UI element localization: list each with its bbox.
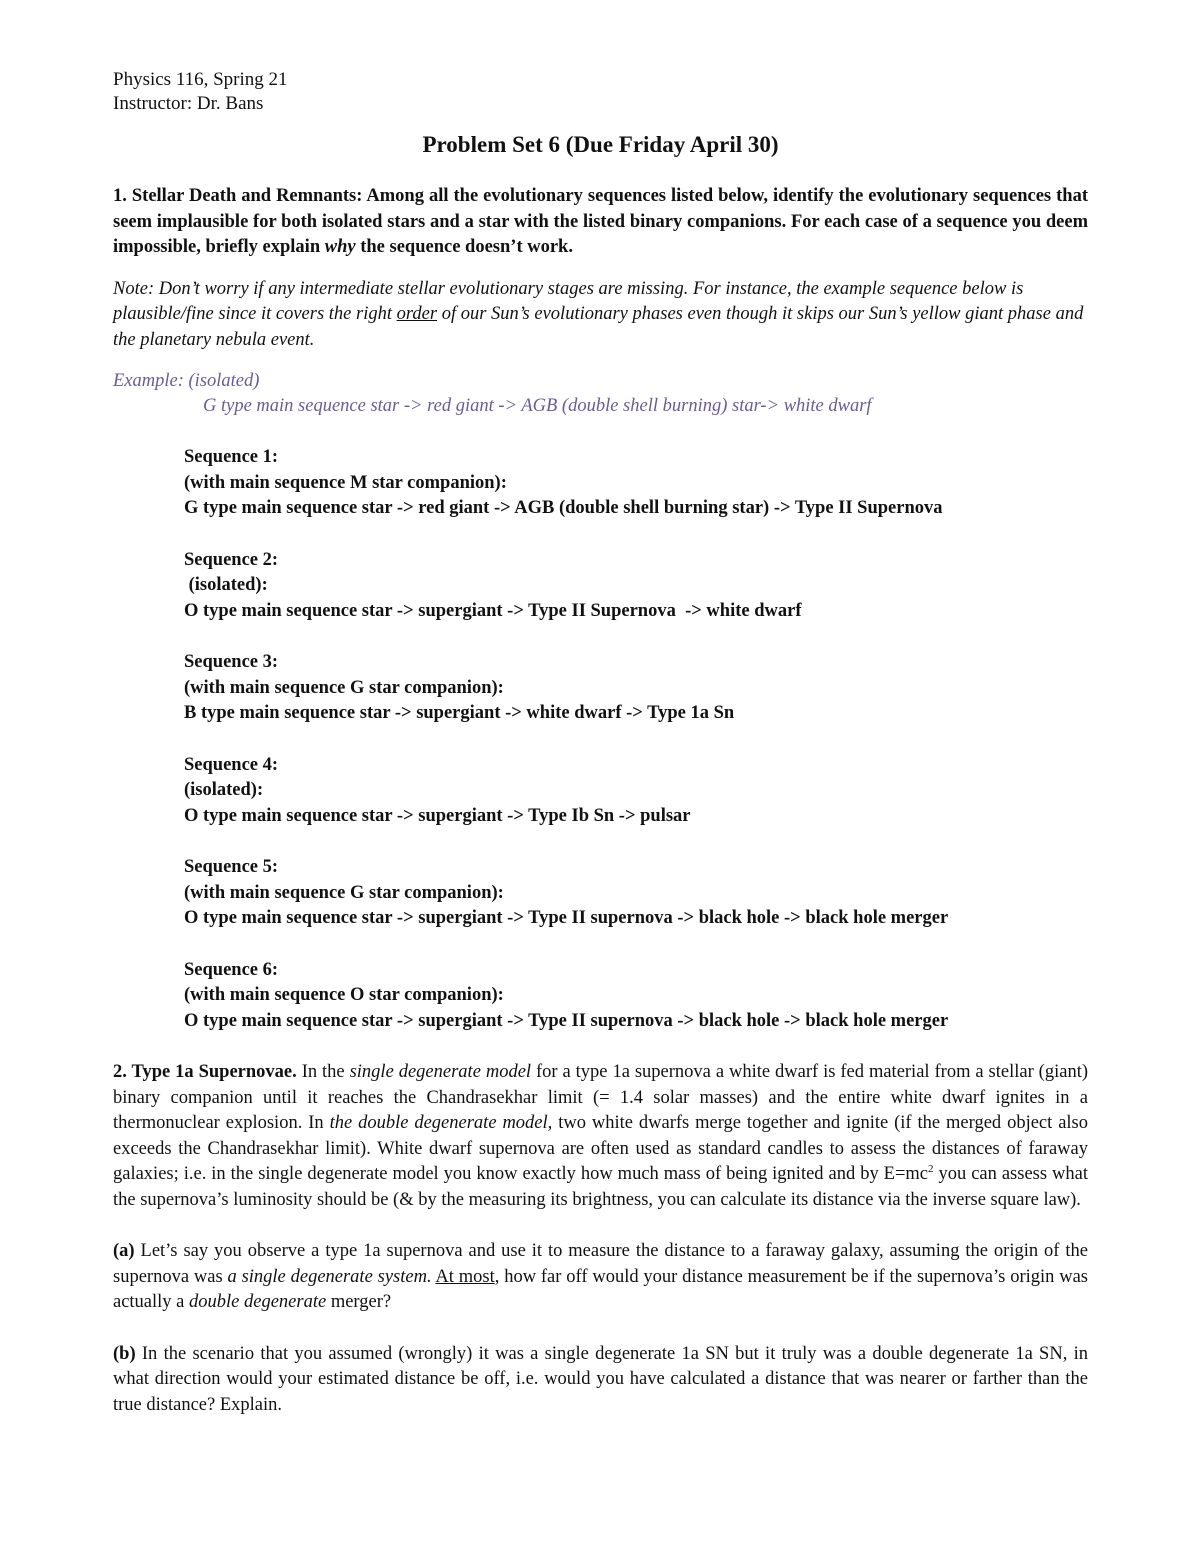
q2-text: In the [296,1062,350,1082]
sequence-1 [184,445,1088,522]
sequence-companion: (isolated): [184,780,264,800]
sequence-path: O type main sequence star -> supergiant -> Type Ib Sn -> pulsar [184,805,691,826]
note-order: order [396,304,438,324]
sequence-companion: (with main sequence G star companion): [184,677,504,698]
q2-text: you can assess what the supernova’s luminosity should be (& by the measuring its brightness, you can calculate its distance via the inverse square law). [113,1164,1088,1210]
page-title: Problem Set 6 (Due Friday April 30) [422,132,779,157]
sequence-title: Sequence 2: [184,549,279,570]
sequence-2 [184,548,1088,625]
instructor-line: Instructor: Dr. Bans [113,93,264,114]
sequence-path: O type main sequence star -> supergiant -> Type II Supernova -> white dwarf [184,600,802,621]
sequence-companion: (with main sequence G star companion): [184,882,504,903]
sequence-path: O type main sequence star -> supergiant -> Type II supernova -> black hole -> black hole merger [184,1010,949,1031]
sequence-title: Sequence 3: [184,652,279,672]
sequence-title: Sequence 4: [184,754,279,775]
q2-italic: the double degenerate model, [329,1113,553,1133]
sequence-4 [184,753,1088,830]
q2-text: for a type 1a supernova a white dwarf is fed material from a stellar (giant) binary companion until it reaches the Chandrasekhar limit (= 1.4 solar masses) and the entire white dwarf ignites in a thermonuclear explosion. In [113,1062,1088,1133]
q1-why: why [324,237,356,257]
qa-label: (a) [113,1241,135,1261]
question-2 [113,1060,1088,1213]
question-1 [113,184,1088,261]
sequence-path: G type main sequence star -> red giant -> AGB (double shell burning star) -> Type II Supernova [184,498,943,518]
sequence-5 [184,855,1088,932]
sequence-title: Sequence 1: [184,447,279,467]
qa-text: Let’s say you observe a type 1a supernova and use it to measure the distance to a faraway galaxy, assuming the origin of the supernova was [113,1241,1088,1287]
q1-text-a: Among all the evolutionary sequences listed below, identify the evolutionary sequences that seem implausible for both isolated stars and a star with the listed binary companions. For each case of a sequence you deem impossible, briefly explain [113,186,1088,257]
qa-italic: a single degenerate system. [227,1266,432,1287]
qa-text: , how far off would your distance measurement be if the supernova’s origin was actually a [113,1266,1088,1312]
qb-text: In the scenario that you assumed (wrongly) it was a single degenerate 1a SN but it truly was a double degenerate 1a SN, in what direction would your estimated distance be off, i.e. would you have calculated a distance that was nearer or farther than the true distance? Explain. [113,1343,1088,1415]
sequence-path: O type main sequence star -> supergiant -> Type II supernova -> black hole -> black hole merger [184,908,949,928]
example-block [113,369,1088,419]
document-page [113,68,1088,1418]
q1-heading: 1. Stellar Death and Remnants: [113,186,363,206]
example-label: Example: (isolated) [113,371,260,391]
course-line: Physics 116, Spring 21 [113,69,288,90]
note-text-b: of our Sun’s evolutionary phases even though it skips our Sun’s yellow giant phase and the planetary nebula event. [113,304,1084,350]
q2-superscript: 2 [928,1162,934,1175]
q2-heading: 2. Type 1a Supernovae. [113,1062,297,1082]
qa-text: merger? [326,1292,392,1312]
sequence-title: Sequence 5: [184,857,279,877]
question-2b [113,1342,1088,1419]
example-sequence: G type main sequence star -> red giant -> AGB (double shell burning) star-> white dwarf [203,396,872,416]
sequence-path: B type main sequence star -> supergiant -> white dwarf -> Type 1a Sn [184,703,735,723]
q2-italic: single degenerate model [349,1062,532,1082]
qa-underline: At most [435,1266,495,1287]
note-paragraph [113,277,1088,354]
q1-text-b: the sequence doesn’t work. [355,237,573,257]
sequence-companion: (with main sequence O star companion): [184,985,504,1005]
qa-italic: double degenerate [189,1292,327,1312]
sequence-companion: (isolated): [184,575,268,595]
sequence-companion: (with main sequence M star companion): [184,472,507,493]
q2-text: two white dwarfs merge together and ignite (if the merged object also exceeds the Chandrasekhar limit). White dwarf supernova are often used as standard candles to assess the distances of faraway galaxies; i.e. in the single degenerate model you know exactly how much mass of being ignited and by E=mc [113,1113,1088,1184]
note-text-a: Note: Don’t worry if any intermediate stellar evolutionary stages are missing. For instance, the example sequence below is plausible/fine since it covers the right [113,278,1024,324]
sequence-6 [184,958,1088,1035]
sequence-3 [184,650,1088,727]
sequence-title: Sequence 6: [184,959,279,980]
qb-label: (b) [113,1343,136,1364]
question-2a [113,1239,1088,1316]
